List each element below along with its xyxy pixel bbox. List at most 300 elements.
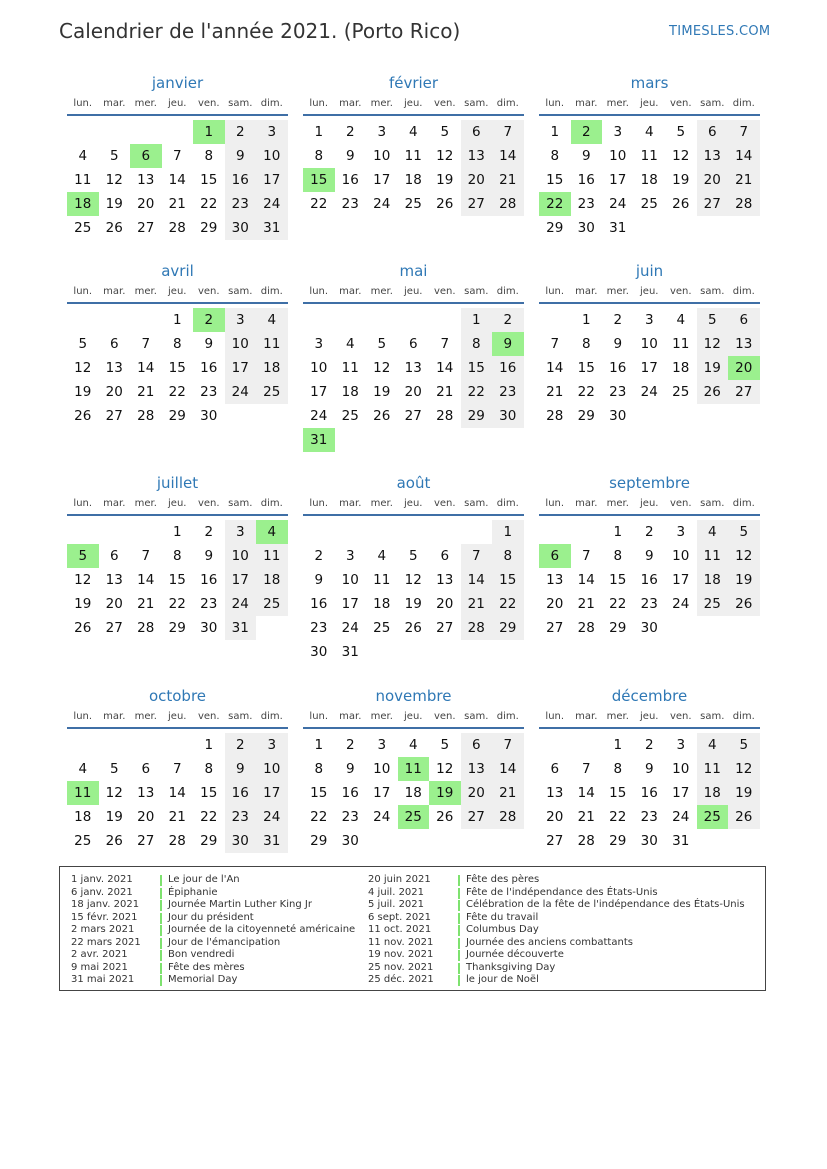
day-cell: 26 (404, 620, 422, 636)
day-cell: 9 (345, 761, 355, 777)
day-cell: 9 (225, 757, 257, 781)
day-cell: 19 (373, 384, 391, 400)
day-grid (67, 520, 288, 640)
day-cell: 11 (341, 360, 359, 376)
weekday-label: ven. (669, 711, 692, 722)
day-cell: 24 (672, 596, 690, 612)
header-rule (303, 114, 524, 116)
holiday-day-cell: 6 (130, 144, 162, 168)
holiday-marker (458, 975, 460, 986)
day-cell: 24 (256, 192, 288, 216)
month-7 (303, 472, 524, 664)
day-cell: 10 (672, 548, 690, 564)
day-cell: 14 (137, 572, 155, 588)
day-cell: 20 (436, 596, 454, 612)
day-cell: 17 (341, 596, 359, 612)
day-cell: 20 (697, 168, 729, 192)
day-cell: 25 (256, 592, 288, 616)
day-cell: 5 (697, 308, 729, 332)
weekday-label: jeu. (404, 711, 423, 722)
day-cell: 2 (345, 737, 355, 753)
day-cell: 23 (225, 805, 257, 829)
empty-cell (99, 520, 131, 544)
header-rule (539, 727, 760, 729)
holiday-day-cell: 9 (492, 332, 524, 356)
holiday-marker (458, 875, 460, 886)
day-cell: 21 (577, 596, 595, 612)
weekday-label: lun. (73, 286, 93, 297)
day-cell: 11 (404, 148, 422, 164)
day-cell: 31 (609, 220, 627, 236)
day-cell: 25 (341, 408, 359, 424)
month-name: mars (630, 74, 669, 92)
day-cell: 16 (577, 172, 595, 188)
empty-cell (67, 308, 99, 332)
day-cell: 26 (105, 220, 123, 236)
holiday-date: 1 janv. 2021 (71, 874, 133, 885)
day-cell: 9 (314, 572, 324, 588)
header-rule (539, 114, 760, 116)
day-cell: 10 (256, 757, 288, 781)
holiday-marker (458, 925, 460, 936)
day-cell: 6 (109, 336, 119, 352)
empty-cell (130, 733, 162, 757)
day-cell: 7 (461, 544, 493, 568)
day-cell: 2 (314, 548, 324, 564)
holiday-date: 25 nov. 2021 (368, 961, 434, 973)
day-cell: 18 (341, 384, 359, 400)
day-cell: 12 (105, 785, 123, 801)
weekday-header (539, 497, 760, 511)
day-cell: 20 (546, 596, 564, 612)
day-cell: 15 (200, 172, 218, 188)
day-cell: 14 (546, 360, 564, 376)
holiday-name: Fête de l'indépendance des États-Unis (466, 886, 658, 898)
day-cell: 22 (492, 592, 524, 616)
day-cell: 24 (609, 196, 627, 212)
weekday-label: ven. (197, 98, 220, 109)
holiday-name: Memorial Day (168, 974, 238, 985)
day-cell: 28 (168, 833, 186, 849)
day-cell: 22 (609, 596, 627, 612)
day-cell: 18 (697, 568, 729, 592)
day-cell: 27 (436, 620, 454, 636)
month-name: septembre (609, 474, 690, 492)
holiday-marker (160, 938, 162, 949)
day-cell: 6 (697, 120, 729, 144)
weekday-label: mer. (606, 98, 629, 109)
day-cell: 30 (492, 404, 524, 428)
day-cell: 17 (640, 360, 658, 376)
month-name: décembre (611, 687, 688, 705)
weekday-label: lun. (309, 498, 329, 509)
day-cell: 26 (74, 620, 92, 636)
day-cell: 1 (172, 524, 182, 540)
holiday-marker (458, 913, 460, 924)
day-cell: 27 (461, 805, 493, 829)
month-name: août (396, 474, 431, 492)
day-cell: 24 (373, 809, 391, 825)
day-cell: 4 (408, 737, 418, 753)
day-cell: 21 (137, 596, 155, 612)
day-cell: 22 (310, 809, 328, 825)
day-cell: 3 (225, 520, 257, 544)
day-cell: 9 (204, 548, 214, 564)
holiday-name: Journée des anciens combattants (466, 936, 633, 948)
holiday-date: 22 mars 2021 (71, 936, 141, 948)
day-cell: 27 (105, 620, 123, 636)
day-cell: 29 (492, 616, 524, 640)
day-cell: 5 (377, 336, 387, 352)
day-cell: 8 (461, 332, 493, 356)
holiday-day-cell: 31 (303, 428, 335, 452)
day-cell: 29 (609, 620, 627, 636)
day-cell: 27 (404, 408, 422, 424)
holiday-day-cell: 18 (67, 192, 99, 216)
weekday-label: lun. (545, 498, 565, 509)
day-cell: 14 (492, 144, 524, 168)
empty-cell (99, 308, 131, 332)
day-cell: 3 (377, 124, 387, 140)
weekday-label: mar. (103, 711, 126, 722)
day-cell: 11 (697, 757, 729, 781)
day-cell: 30 (310, 644, 328, 660)
day-cell: 31 (341, 644, 359, 660)
holiday-day-cell: 5 (67, 544, 99, 568)
day-cell: 3 (314, 336, 324, 352)
empty-cell (303, 520, 335, 544)
day-cell: 11 (256, 544, 288, 568)
day-cell: 20 (137, 809, 155, 825)
weekday-header (67, 710, 288, 724)
month-name: avril (161, 262, 194, 280)
weekday-label: dim. (732, 98, 755, 109)
month-name: juin (635, 262, 664, 280)
day-cell: 24 (341, 620, 359, 636)
day-cell: 3 (676, 737, 686, 753)
day-cell: 6 (728, 308, 760, 332)
holiday-marker (458, 900, 460, 911)
day-cell: 21 (577, 809, 595, 825)
day-cell: 22 (168, 384, 186, 400)
day-cell: 28 (492, 805, 524, 829)
day-cell: 21 (137, 384, 155, 400)
day-cell: 27 (137, 220, 155, 236)
weekday-label: ven. (433, 286, 456, 297)
weekday-label: dim. (496, 286, 519, 297)
day-cell: 21 (492, 781, 524, 805)
day-cell: 19 (728, 568, 760, 592)
weekday-label: lun. (309, 98, 329, 109)
month-3 (67, 260, 288, 428)
day-cell: 21 (436, 384, 454, 400)
empty-cell (335, 308, 367, 332)
day-cell: 17 (672, 785, 690, 801)
day-cell: 30 (640, 620, 658, 636)
weekday-label: lun. (309, 711, 329, 722)
day-cell: 7 (581, 548, 591, 564)
day-cell: 26 (436, 809, 454, 825)
header-rule (67, 114, 288, 116)
weekday-label: lun. (309, 286, 329, 297)
day-cell: 12 (404, 572, 422, 588)
day-cell: 19 (697, 356, 729, 380)
day-cell: 14 (137, 360, 155, 376)
day-cell: 13 (546, 572, 564, 588)
day-cell: 10 (225, 332, 257, 356)
day-cell: 27 (546, 833, 564, 849)
day-cell: 3 (256, 120, 288, 144)
day-cell: 30 (225, 216, 257, 240)
day-cell: 11 (256, 332, 288, 356)
holiday-date: 11 nov. 2021 (368, 936, 434, 948)
weekday-label: jeu. (404, 286, 423, 297)
weekday-label: lun. (545, 286, 565, 297)
day-cell: 25 (404, 196, 422, 212)
day-cell: 27 (105, 408, 123, 424)
day-grid (303, 733, 524, 853)
day-cell: 27 (546, 620, 564, 636)
day-cell: 4 (644, 124, 654, 140)
day-cell: 1 (613, 524, 623, 540)
day-cell: 7 (141, 548, 151, 564)
day-cell: 29 (546, 220, 564, 236)
holiday-day-cell: 22 (539, 192, 571, 216)
day-cell: 30 (577, 220, 595, 236)
day-cell: 5 (728, 733, 760, 757)
day-cell: 31 (256, 829, 288, 853)
weekday-label: ven. (197, 711, 220, 722)
day-cell: 29 (461, 404, 493, 428)
empty-cell (335, 520, 367, 544)
weekday-label: sam. (700, 711, 725, 722)
weekday-header (539, 285, 760, 299)
weekday-label: mar. (339, 711, 362, 722)
day-cell: 25 (74, 833, 92, 849)
weekday-label: dim. (496, 498, 519, 509)
day-cell: 30 (200, 408, 218, 424)
day-cell: 8 (314, 148, 324, 164)
weekday-label: mer. (606, 711, 629, 722)
day-cell: 9 (581, 148, 591, 164)
month-1 (303, 72, 524, 216)
holiday-date: 20 juin 2021 (368, 874, 431, 885)
day-cell: 23 (577, 196, 595, 212)
empty-cell (303, 308, 335, 332)
day-cell: 23 (310, 620, 328, 636)
empty-cell (130, 120, 162, 144)
header-rule (67, 727, 288, 729)
day-cell: 1 (581, 312, 591, 328)
day-cell: 28 (492, 192, 524, 216)
day-cell: 29 (310, 833, 328, 849)
weekday-label: jeu. (640, 286, 659, 297)
day-cell: 18 (404, 785, 422, 801)
weekday-label: jeu. (640, 98, 659, 109)
weekday-label: ven. (669, 98, 692, 109)
day-cell: 28 (577, 620, 595, 636)
day-cell: 21 (492, 168, 524, 192)
day-cell: 20 (546, 809, 564, 825)
day-cell: 25 (74, 220, 92, 236)
month-9 (67, 685, 288, 853)
day-cell: 16 (200, 572, 218, 588)
day-cell: 28 (546, 408, 564, 424)
day-cell: 6 (461, 733, 493, 757)
day-cell: 6 (461, 120, 493, 144)
header-rule (303, 727, 524, 729)
day-cell: 8 (581, 336, 591, 352)
holiday-day-cell: 11 (398, 757, 430, 781)
day-cell: 24 (256, 805, 288, 829)
month-name: novembre (375, 687, 452, 705)
day-cell: 8 (492, 544, 524, 568)
day-cell: 9 (345, 148, 355, 164)
day-cell: 24 (225, 592, 257, 616)
day-cell: 17 (672, 572, 690, 588)
day-cell: 24 (373, 196, 391, 212)
weekday-label: sam. (228, 498, 253, 509)
day-cell: 20 (137, 196, 155, 212)
day-cell: 9 (644, 761, 654, 777)
holiday-date: 11 oct. 2021 (368, 924, 432, 935)
weekday-label: dim. (732, 498, 755, 509)
day-cell: 27 (728, 380, 760, 404)
holiday-date: 4 juil. 2021 (368, 886, 425, 898)
weekday-label: mer. (370, 286, 393, 297)
weekday-label: ven. (433, 98, 456, 109)
day-cell: 11 (697, 544, 729, 568)
empty-cell (539, 520, 571, 544)
weekday-label: lun. (73, 711, 93, 722)
weekday-header (303, 285, 524, 299)
day-cell: 17 (373, 785, 391, 801)
weekday-label: lun. (545, 98, 565, 109)
day-cell: 2 (644, 737, 654, 753)
day-cell: 29 (200, 833, 218, 849)
month-name: octobre (148, 687, 207, 705)
day-cell: 24 (640, 384, 658, 400)
weekday-label: sam. (700, 498, 725, 509)
day-cell: 1 (314, 737, 324, 753)
day-cell: 7 (172, 761, 182, 777)
day-cell: 22 (461, 380, 493, 404)
day-cell: 20 (461, 168, 493, 192)
empty-cell (130, 308, 162, 332)
day-cell: 2 (492, 308, 524, 332)
empty-cell (461, 520, 493, 544)
weekday-label: sam. (228, 286, 253, 297)
day-cell: 4 (697, 520, 729, 544)
weekday-label: mar. (575, 98, 598, 109)
day-cell: 8 (204, 148, 214, 164)
holiday-name: Fête des pères (466, 874, 540, 885)
weekday-label: sam. (464, 98, 489, 109)
holiday-date: 6 janv. 2021 (71, 886, 133, 898)
holiday-marker (160, 913, 162, 924)
day-grid (303, 520, 524, 664)
day-cell: 27 (697, 192, 729, 216)
day-cell: 28 (728, 192, 760, 216)
site-link[interactable]: TIMESLES.COM (669, 24, 771, 39)
day-cell: 23 (640, 809, 658, 825)
weekday-label: mar. (575, 498, 598, 509)
weekday-label: dim. (260, 98, 283, 109)
day-cell: 14 (577, 785, 595, 801)
day-cell: 6 (440, 548, 450, 564)
day-cell: 22 (577, 384, 595, 400)
day-cell: 4 (697, 733, 729, 757)
day-cell: 4 (676, 312, 686, 328)
day-cell: 1 (172, 312, 182, 328)
weekday-label: dim. (260, 711, 283, 722)
day-cell: 16 (200, 360, 218, 376)
day-cell: 19 (436, 172, 454, 188)
day-cell: 23 (492, 380, 524, 404)
day-grid (67, 733, 288, 853)
day-cell: 23 (200, 596, 218, 612)
weekday-header (303, 710, 524, 724)
empty-cell (67, 520, 99, 544)
holiday-date: 15 févr. 2021 (71, 911, 138, 923)
day-cell: 2 (225, 733, 257, 757)
day-cell: 31 (225, 616, 257, 640)
day-cell: 21 (168, 809, 186, 825)
holiday-marker (160, 950, 162, 961)
day-cell: 10 (672, 761, 690, 777)
empty-cell (366, 308, 398, 332)
holiday-date: 19 nov. 2021 (368, 949, 434, 960)
day-cell: 18 (697, 781, 729, 805)
day-cell: 23 (341, 196, 359, 212)
day-cell: 27 (137, 833, 155, 849)
holiday-day-cell: 1 (193, 120, 225, 144)
day-cell: 2 (644, 524, 654, 540)
holiday-date: 6 sept. 2021 (368, 911, 431, 923)
day-cell: 8 (314, 761, 324, 777)
holiday-name: Journée de la citoyenneté américaine (168, 924, 356, 935)
day-cell: 4 (78, 761, 88, 777)
day-cell: 17 (225, 568, 257, 592)
holiday-marker (458, 888, 460, 899)
holiday-marker (160, 900, 162, 911)
day-cell: 26 (728, 805, 760, 829)
weekday-label: jeu. (168, 98, 187, 109)
weekday-label: sam. (464, 286, 489, 297)
day-cell: 11 (373, 572, 391, 588)
day-cell: 29 (609, 833, 627, 849)
day-cell: 3 (256, 733, 288, 757)
day-cell: 16 (225, 781, 257, 805)
month-name: février (388, 74, 439, 92)
day-cell: 26 (373, 408, 391, 424)
day-cell: 13 (137, 785, 155, 801)
day-cell: 16 (341, 785, 359, 801)
holiday-list (59, 866, 766, 991)
month-6 (67, 472, 288, 640)
day-cell: 22 (168, 596, 186, 612)
day-cell: 12 (105, 172, 123, 188)
day-cell: 23 (200, 384, 218, 400)
day-cell: 7 (550, 336, 560, 352)
weekday-label: jeu. (168, 286, 187, 297)
day-cell: 15 (168, 572, 186, 588)
holiday-marker (458, 938, 460, 949)
empty-cell (571, 520, 603, 544)
day-cell: 8 (204, 761, 214, 777)
day-cell: 5 (78, 336, 88, 352)
day-cell: 18 (672, 360, 690, 376)
